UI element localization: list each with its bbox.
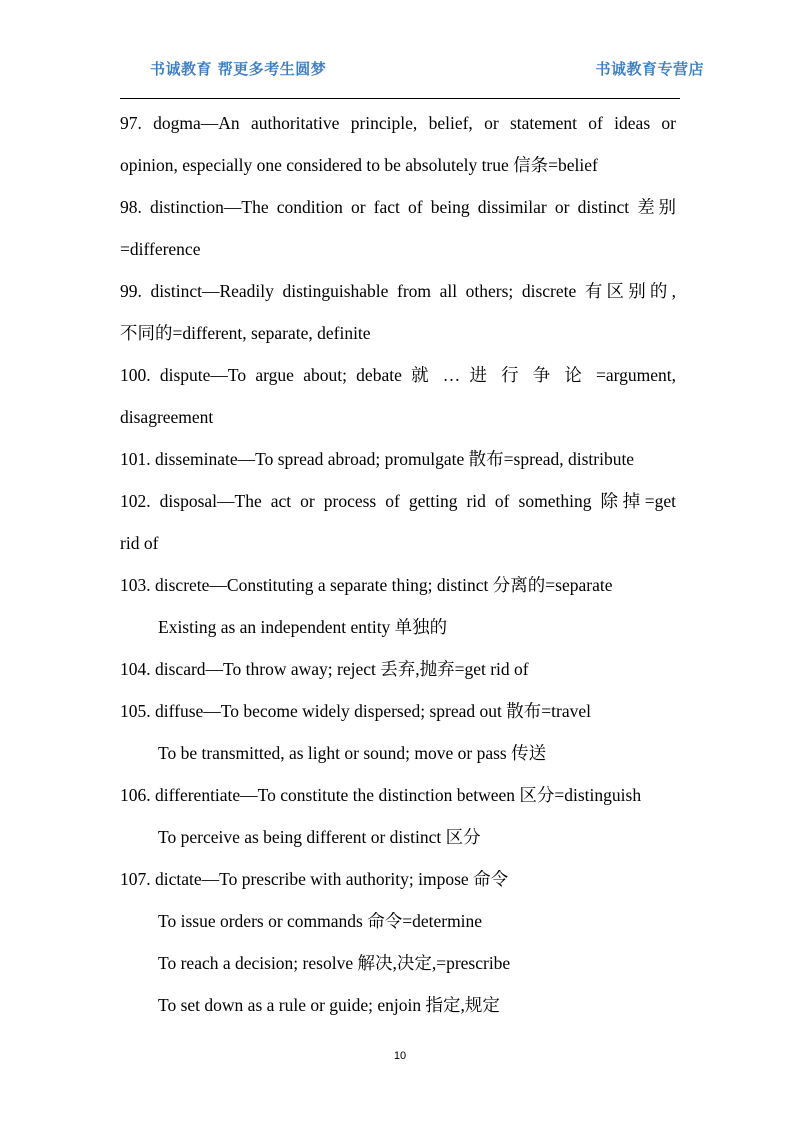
entry-107-sense-2: To issue orders or commands 命令=determine [158,911,483,931]
entry-103-sense-2: Existing as an independent entity 单独的 [158,617,448,637]
entry-97-line-2: opinion, especially one considered to be absolutely true 信条=belief [120,155,598,175]
entry-103: 103. discrete—Constituting a separate thing; distinct 分离的=separate [120,575,613,595]
header-brand-slogan: 书诚教育 帮更多考生圆梦 [150,60,327,78]
entry-106-sense-2: To perceive as being different or distinct 区分 [158,827,481,847]
entry-100-line-1: 100. dispute—To argue about; debate 就 … 进 行 争 论 =argument, [120,365,676,385]
entry-105: 105. diffuse—To become widely dispersed; spread out 散布=travel [120,701,591,721]
entry-98-line-2: =difference [120,239,201,259]
entry-99-line-2: 不同的=different, separate, definite [120,323,371,343]
entry-104: 104. discard—To throw away; reject 丢弃,抛弃=get rid of [120,659,529,679]
entry-100-line-2: disagreement [120,407,214,427]
entry-105-sense-2: To be transmitted, as light or sound; move or pass 传送 [158,743,547,763]
vocabulary-list [120,102,676,1026]
page-number: 10 [393,1050,407,1062]
entry-97-line-1: 97. dogma—An authoritative principle, belief, or statement of ideas or [120,113,676,133]
entry-107-sense-4: To set down as a rule or guide; enjoin 指定,规定 [158,995,500,1015]
entry-98-line-1: 98. distinction—The condition or fact of being dissimilar or distinct 差别 [120,197,676,217]
entry-102-line-2: rid of [120,533,159,553]
page-header [0,0,800,110]
entry-106: 106. differentiate—To constitute the distinction between 区分=distinguish [120,785,642,805]
entry-99-line-1: 99. distinct—Readily distinguishable from all others; discrete 有区别的, [120,281,676,301]
entry-101: 101. disseminate—To spread abroad; promulgate 散布=spread, distribute [120,449,635,469]
entry-107-sense-3: To reach a decision; resolve 解决,决定,=prescribe [158,953,511,973]
entry-102-line-1: 102. disposal—The act or process of getting rid of something 除掉=get [120,491,676,511]
entry-107: 107. dictate—To prescribe with authority; impose 命令 [120,869,509,889]
header-divider [120,98,680,99]
header-store-name: 书诚教育专营店 [595,60,704,78]
